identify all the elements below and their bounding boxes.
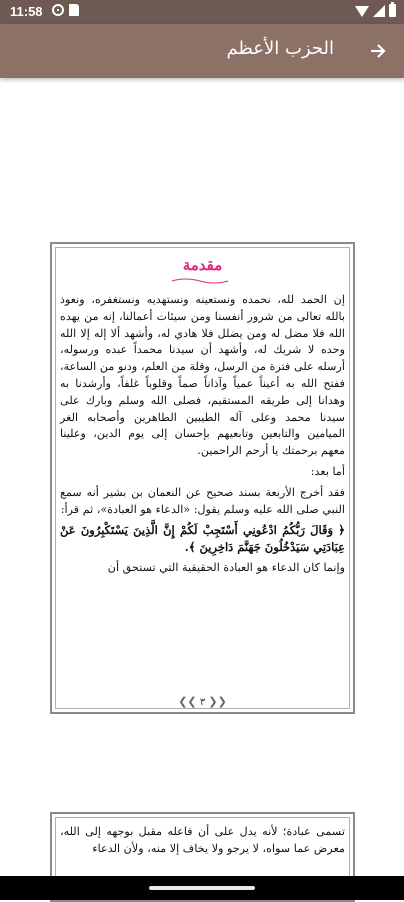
heading-flourish-icon <box>170 277 230 285</box>
arrow-right-icon <box>368 41 388 61</box>
app-bar <box>0 24 404 78</box>
quran-verse: ﴿ وَقَالَ رَبُّكُمُ ادْعُونِي أَسْتَجِبْ لَكُمْ إِنَّ الَّذِينَ يَسْتَكْبِرُونَ عَنْ عِبَادَتِي سَيَدْخُلُونَ جَهَنَّمَ دَاخِرِينَ ﴾. <box>60 523 345 555</box>
battery-icon <box>389 4 396 17</box>
status-right-icons <box>355 4 396 17</box>
page-heading: مقدمة <box>182 256 223 274</box>
paragraph: وإنما كان الدعاء هو العبادة الحقيقية التي تستحق أن <box>107 560 345 574</box>
signal-icon <box>373 5 385 17</box>
book-page[interactable] <box>50 242 355 714</box>
app-title: الحزب الأعظم <box>226 38 334 59</box>
status-left-icons <box>52 4 79 16</box>
wifi-icon <box>355 6 369 17</box>
paragraph: إن الحمد لله، نحمده ونستعينه ونستهديه ونستغفره، ونعوذ بالله تعالى من شرور أنفسنا ومن سيئات أعمالنا، إنه من يهده الله فلا مضل له ومن يضلل فلا هادي له، وأشهد ألا إله إلا الله وحده لا شريك له، وأشهد أن سيدنا محمداً عبده ورسوله، أرسله على فترة من الرسل، وقلة من العلم، ودنو من الساعة، ففتح الله به أعيناً عمياً وآذاناً صماً وقلوباً غلفاً، وأرشدنا به وهدانا إلى طريقه المستقيم، فصلى الله وسلم وبارك على سيدنا محمد وعلى آله الطيبين الطاهرين وأصحابه الغر الميامين والتابعين وتابعيهم بإحسان إلى يوم الدين، وعلينا معهم برحمتك يا أرحم الراحمين. <box>60 293 345 458</box>
paragraph: تسمى عبادة؛ لأنه يدل على أن فاعله مقبل بوجهه إلى الله، معرض عما سواه، لا يرجو ولا يخاف إلا منه، ولأن الدعاء <box>60 825 345 855</box>
paragraph: أما بعد: <box>310 464 345 478</box>
paragraph: فقد أخرج الأربعة بسند صحيح عن النعمان بن بشير أنه سمع النبي صلى الله عليه وسلم يقول: «الدعاء هو العبادة»، ثم قرأ: <box>60 485 345 516</box>
status-bar <box>0 0 404 24</box>
ornament-right-icon: ❯❯ <box>208 695 227 708</box>
page-body <box>60 824 345 858</box>
home-gesture-handle[interactable] <box>149 886 255 890</box>
sd-card-icon <box>69 4 79 16</box>
back-button[interactable] <box>362 36 394 66</box>
page-number <box>52 695 353 708</box>
navigation-bar <box>0 876 404 900</box>
status-time: 11:58 <box>10 4 43 19</box>
ornament-left-icon: ❮❮ <box>178 695 197 708</box>
page-number-value: ٣ <box>199 697 206 708</box>
page-body <box>60 292 345 581</box>
vpn-circle-icon <box>52 4 64 16</box>
